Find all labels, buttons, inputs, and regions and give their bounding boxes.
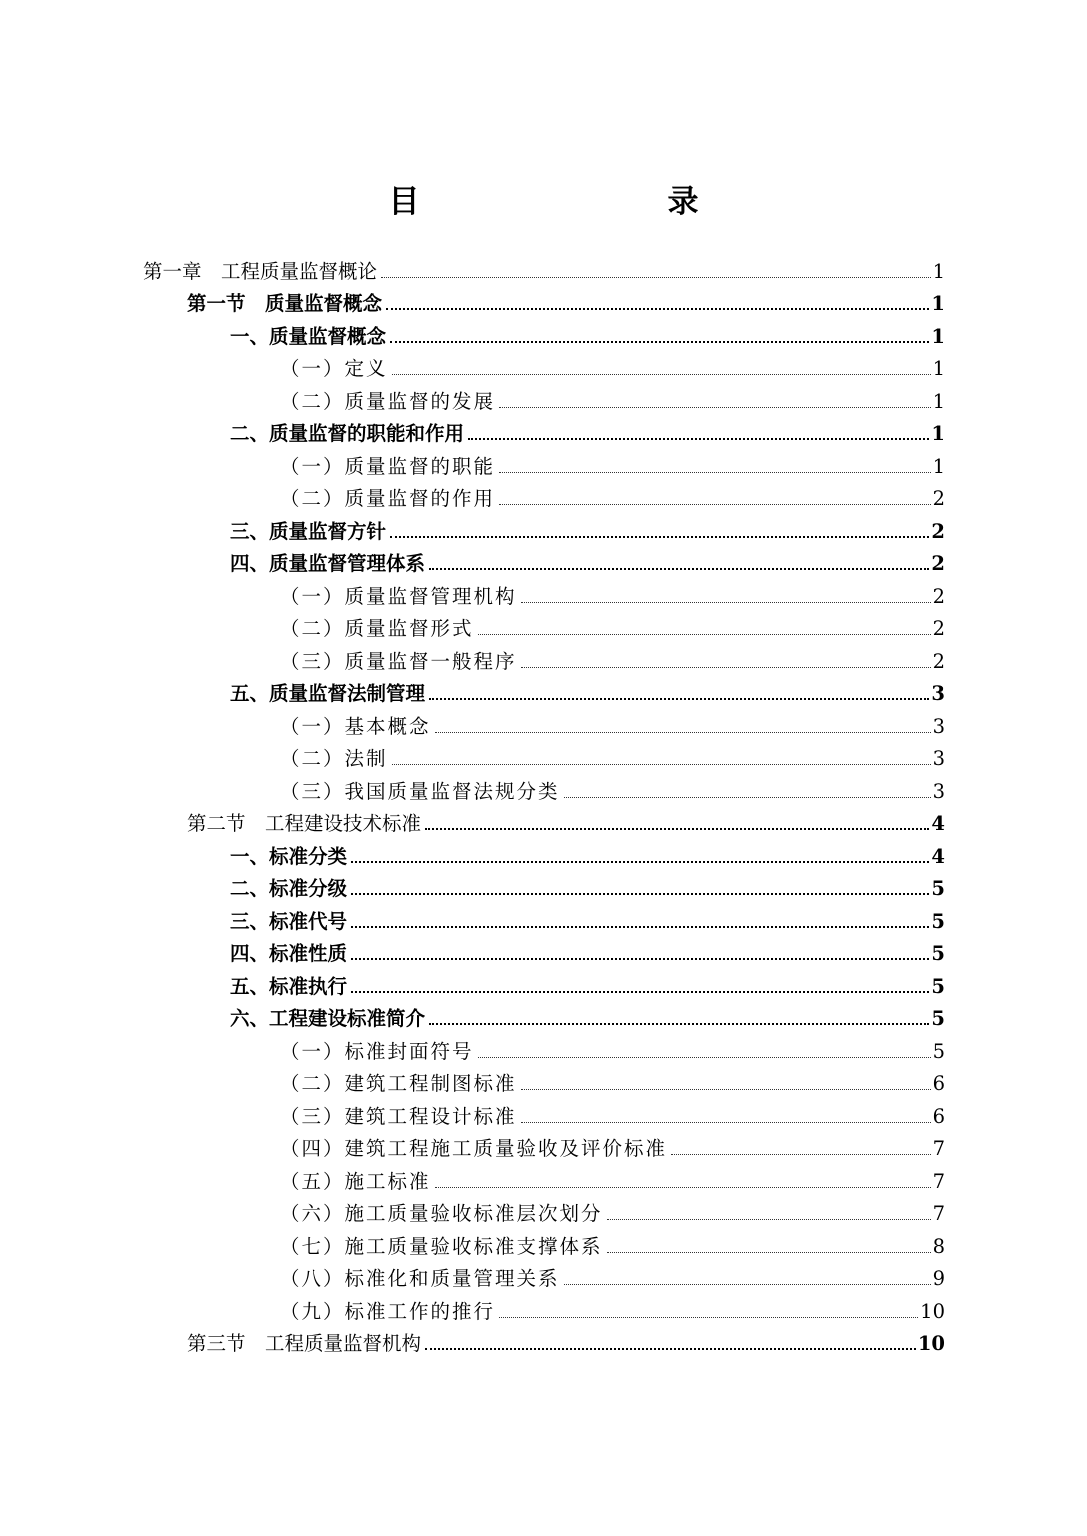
toc-entry-label: （一）质量监督管理机构 (280, 585, 517, 608)
toc-entry-label: 四、质量监督管理体系 (230, 552, 426, 575)
toc-entry[interactable] (280, 447, 945, 479)
toc-entry-page: 6 (932, 1105, 945, 1128)
dot-leader (381, 277, 931, 278)
toc-entry-page: 2 (932, 617, 945, 640)
toc-entry-page: 7 (932, 1137, 945, 1160)
dot-leader (607, 1252, 931, 1253)
dot-leader (351, 991, 929, 993)
toc-entry-label: （二）质量监督的作用 (280, 487, 496, 510)
toc-entry-page: 4 (931, 845, 945, 868)
toc-entry[interactable] (280, 642, 945, 674)
toc-entry-label: 第二节 工程建设技术标准 (187, 812, 422, 835)
toc-entry-label: （三）质量监督一般程序 (280, 650, 517, 673)
toc-entry-label: （七）施工质量验收标准支撑体系 (280, 1235, 603, 1258)
toc-entry-label: （三）建筑工程设计标准 (280, 1105, 517, 1128)
toc-entry-label: 第一节 质量监督概念 (187, 292, 383, 315)
toc-entry-label: （二）法制 (280, 747, 388, 770)
toc-entry-page: 2 (932, 487, 945, 510)
dot-leader (386, 308, 929, 310)
dot-leader (521, 602, 931, 603)
toc-entry[interactable] (230, 869, 945, 901)
toc-entry[interactable] (230, 512, 945, 544)
toc-entry[interactable] (230, 414, 945, 446)
dot-leader (392, 374, 931, 375)
toc-entry-page: 3 (931, 682, 945, 705)
toc-entry[interactable] (280, 1129, 945, 1161)
toc-entry[interactable] (230, 544, 945, 576)
dot-leader (478, 1057, 931, 1058)
dot-leader (521, 1089, 931, 1090)
dot-leader (429, 1023, 929, 1025)
toc-entry[interactable] (230, 674, 945, 706)
toc-entry[interactable] (280, 349, 945, 381)
toc-entry-page: 2 (931, 552, 945, 575)
dot-leader (351, 958, 929, 960)
toc-entry-label: 一、质量监督概念 (230, 325, 387, 348)
toc-entry-label: （一）质量监督的职能 (280, 455, 496, 478)
toc-entry[interactable] (280, 1227, 945, 1259)
dot-leader (435, 1187, 931, 1188)
toc-entry[interactable] (230, 837, 945, 869)
dot-leader (521, 667, 931, 668)
toc-entry-page: 5 (931, 942, 945, 965)
dot-leader (478, 634, 931, 635)
toc-entry-page: 1 (932, 390, 945, 413)
toc-entry[interactable] (280, 1162, 945, 1194)
toc-entry-page: 1 (931, 422, 945, 445)
dot-leader (429, 568, 929, 570)
toc-entry-page: 5 (931, 1007, 945, 1030)
toc-entry-label: （四）建筑工程施工质量验收及评价标准 (280, 1137, 668, 1160)
toc-entry-label: （九）标准工作的推行 (280, 1300, 496, 1323)
toc-entry-label: （六）施工质量验收标准层次划分 (280, 1202, 603, 1225)
toc-entry-page: 5 (931, 975, 945, 998)
dot-leader (351, 861, 929, 863)
toc-entry[interactable] (187, 1324, 945, 1356)
toc-entry[interactable] (143, 252, 945, 284)
toc-entry[interactable] (280, 1097, 945, 1129)
dot-leader (499, 504, 931, 505)
toc-entry[interactable] (230, 934, 945, 966)
toc-entry-label: 二、质量监督的职能和作用 (230, 422, 465, 445)
toc-entry-label: 三、质量监督方针 (230, 520, 387, 543)
dot-leader (499, 1317, 918, 1318)
dot-leader (607, 1219, 931, 1220)
toc-entry-label: （八）标准化和质量管理关系 (280, 1267, 560, 1290)
dot-leader (521, 1122, 931, 1123)
toc-entry[interactable] (280, 1194, 945, 1226)
toc-entry[interactable] (280, 382, 945, 414)
toc-entry-page: 3 (932, 747, 945, 770)
dot-leader (499, 407, 931, 408)
toc-entry[interactable] (230, 967, 945, 999)
dot-leader (429, 698, 929, 700)
toc-entry[interactable] (280, 609, 945, 641)
toc-entry-label: 五、标准执行 (230, 975, 348, 998)
toc-entry-page: 1 (932, 357, 945, 380)
dot-leader (435, 732, 931, 733)
toc-entry[interactable] (280, 1032, 945, 1064)
toc-entry-page: 1 (931, 292, 945, 315)
toc-entry[interactable] (280, 479, 945, 511)
toc-entry[interactable] (230, 999, 945, 1031)
toc-entry-label: 二、标准分级 (230, 877, 348, 900)
dot-leader (351, 926, 929, 928)
toc-entry-page: 9 (932, 1267, 945, 1290)
toc-entry-page: 4 (931, 812, 945, 835)
toc-entry[interactable] (230, 317, 945, 349)
toc-entry-page: 5 (931, 877, 945, 900)
toc-entry[interactable] (280, 739, 945, 771)
toc-entry-page: 1 (932, 455, 945, 478)
dot-leader (671, 1154, 931, 1155)
dot-leader (392, 764, 931, 765)
toc-entry[interactable] (280, 772, 945, 804)
toc-entry-page: 7 (932, 1170, 945, 1193)
toc-entry[interactable] (280, 707, 945, 739)
toc-entry-page: 5 (931, 910, 945, 933)
toc-entry-label: 五、质量监督法制管理 (230, 682, 426, 705)
toc-entry[interactable] (187, 284, 945, 316)
toc-entry-label: （二）质量监督的发展 (280, 390, 496, 413)
toc-entry-label: 第三节 工程质量监督机构 (187, 1332, 422, 1355)
toc-entry-page: 2 (932, 585, 945, 608)
toc-title: 目 录 (388, 184, 761, 220)
toc-entry-page: 6 (932, 1072, 945, 1095)
toc-entry-page: 5 (932, 1040, 945, 1063)
dot-leader (390, 341, 929, 343)
dot-leader (351, 893, 929, 895)
toc-entry-label: 四、标准性质 (230, 942, 348, 965)
toc-entry-page: 10 (917, 1332, 945, 1355)
toc-entry-page: 10 (920, 1300, 945, 1323)
toc-entry-page: 2 (931, 520, 945, 543)
toc-entry[interactable] (280, 1292, 945, 1324)
dot-leader (564, 797, 931, 798)
toc-entry-page: 1 (931, 325, 945, 348)
toc-entry-label: （一）定义 (280, 357, 388, 380)
toc-entry[interactable] (280, 577, 945, 609)
toc-entry-label: 六、工程建设标准简介 (230, 1007, 426, 1030)
dot-leader (468, 438, 929, 440)
toc-entry-page: 2 (932, 650, 945, 673)
toc-entry-label: （二）建筑工程制图标准 (280, 1072, 517, 1095)
toc-entry[interactable] (280, 1064, 945, 1096)
toc-entry[interactable] (187, 804, 945, 836)
toc-entry-label: （五）施工标准 (280, 1170, 431, 1193)
toc-entry-page: 7 (932, 1202, 945, 1225)
dot-leader (390, 536, 929, 538)
toc-entry[interactable] (230, 902, 945, 934)
toc-entry-label: 三、标准代号 (230, 910, 348, 933)
dot-leader (499, 472, 931, 473)
toc-entry-page: 3 (932, 715, 945, 738)
dot-leader (564, 1284, 931, 1285)
toc-entry-label: 一、标准分类 (230, 845, 348, 868)
dot-leader (425, 1348, 916, 1350)
toc-entry-label: （三）我国质量监督法规分类 (280, 780, 560, 803)
toc-entry-label: 第一章 工程质量监督概论 (143, 260, 378, 283)
toc-entry-page: 3 (932, 780, 945, 803)
toc-entry-label: （一）标准封面符号 (280, 1040, 474, 1063)
toc-entry-page: 1 (932, 260, 945, 283)
toc-entry-page: 8 (932, 1235, 945, 1258)
toc-entry[interactable] (280, 1259, 945, 1291)
dot-leader (425, 828, 929, 830)
toc-entry-label: （一）基本概念 (280, 715, 431, 738)
toc-entry-label: （二）质量监督形式 (280, 617, 474, 640)
